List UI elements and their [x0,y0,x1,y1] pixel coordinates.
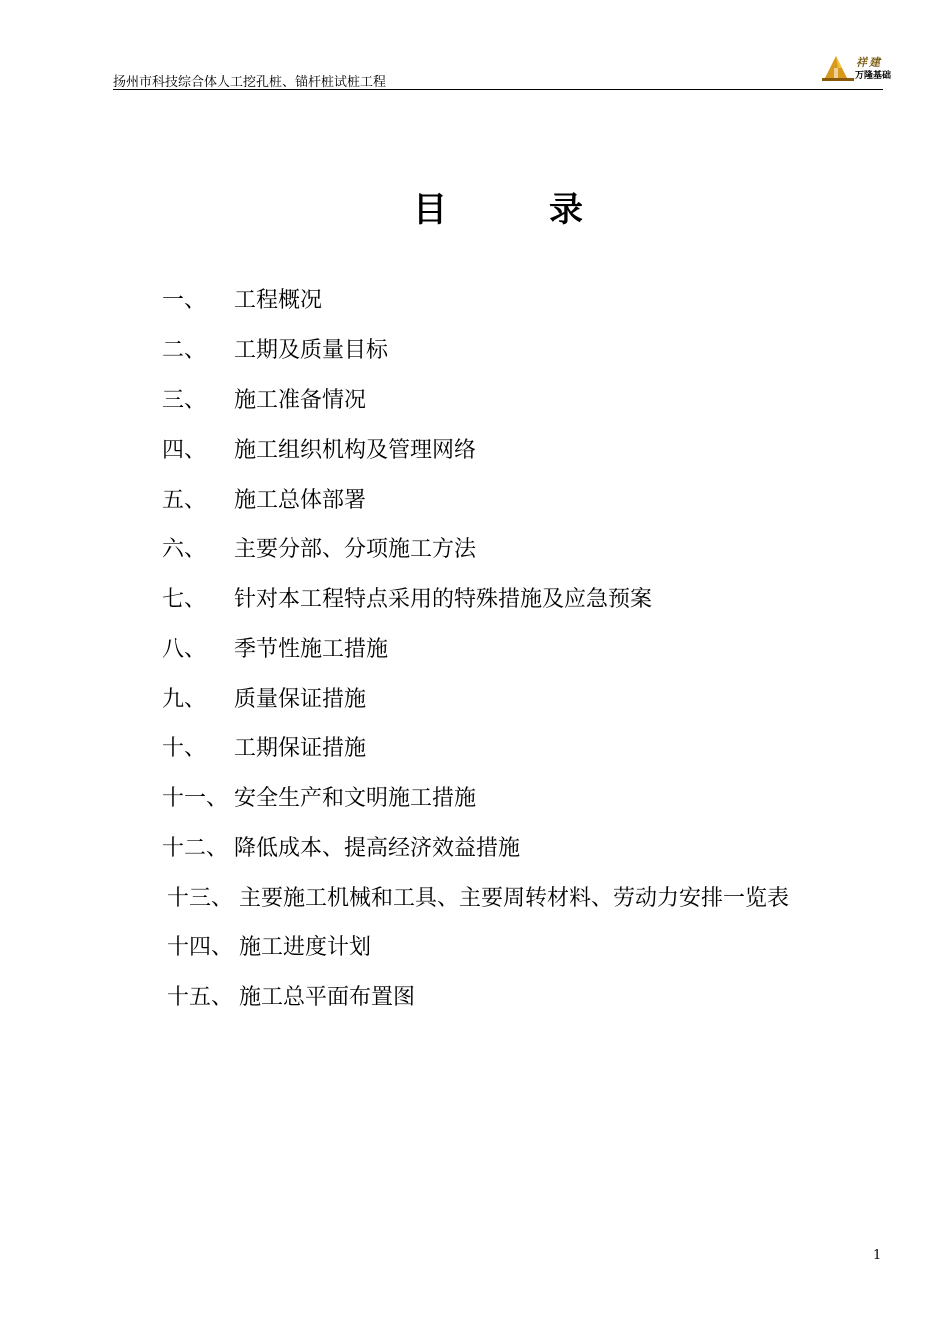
toc-label: 主要施工机械和工具、主要周转材料、劳动力安排一览表 [239,886,790,911]
header-rule [113,89,883,90]
toc-number: 七、 [162,587,207,612]
logo-company-name: 万隆基础 [855,71,892,81]
toc-label: 季节性施工措施 [234,637,389,662]
toc-label: 质量保证措施 [234,687,367,712]
toc-number: 十四、 [167,935,234,960]
toc-label: 安全生产和文明施工措施 [234,786,477,811]
toc-number: 八、 [162,637,207,662]
toc-number: 五、 [162,488,207,513]
toc-number: 三、 [162,388,207,413]
toc-label: 施工总平面布置图 [239,985,416,1010]
toc-label: 针对本工程特点采用的特殊措施及应急预案 [234,587,653,612]
toc-label: 施工总体部署 [234,488,367,513]
company-logo [822,54,892,82]
toc-label: 工期保证措施 [234,736,367,761]
title-char-left: 目 [413,190,447,230]
toc-label: 主要分部、分项施工方法 [234,537,477,562]
title-char-right: 录 [549,190,583,230]
toc-label: 工期及质量目标 [234,338,389,363]
toc-label: 施工组织机构及管理网络 [234,438,477,463]
logo-script-text: 祥建 [856,56,882,69]
toc-label: 工程概况 [234,288,323,313]
toc-number: 六、 [162,537,207,562]
running-header: 扬州市科技综合体人工挖孔桩、锚杆桩试桩工程 [113,75,387,90]
toc-number: 十三、 [167,886,234,911]
toc-label: 降低成本、提高经济效益措施 [234,836,521,861]
toc-number: 一、 [162,288,207,313]
toc-number: 十五、 [167,985,234,1010]
toc-number: 二、 [162,338,207,363]
logo-mountain-icon [822,54,854,82]
toc-number: 九、 [162,687,207,712]
toc-number: 四、 [162,438,207,463]
toc-number: 十二、 [162,836,229,861]
toc-number: 十一、 [162,786,229,811]
page-number: 1 [873,1248,882,1263]
toc-label: 施工进度计划 [239,935,372,960]
toc-label: 施工准备情况 [234,388,367,413]
toc-number: 十、 [162,736,207,761]
